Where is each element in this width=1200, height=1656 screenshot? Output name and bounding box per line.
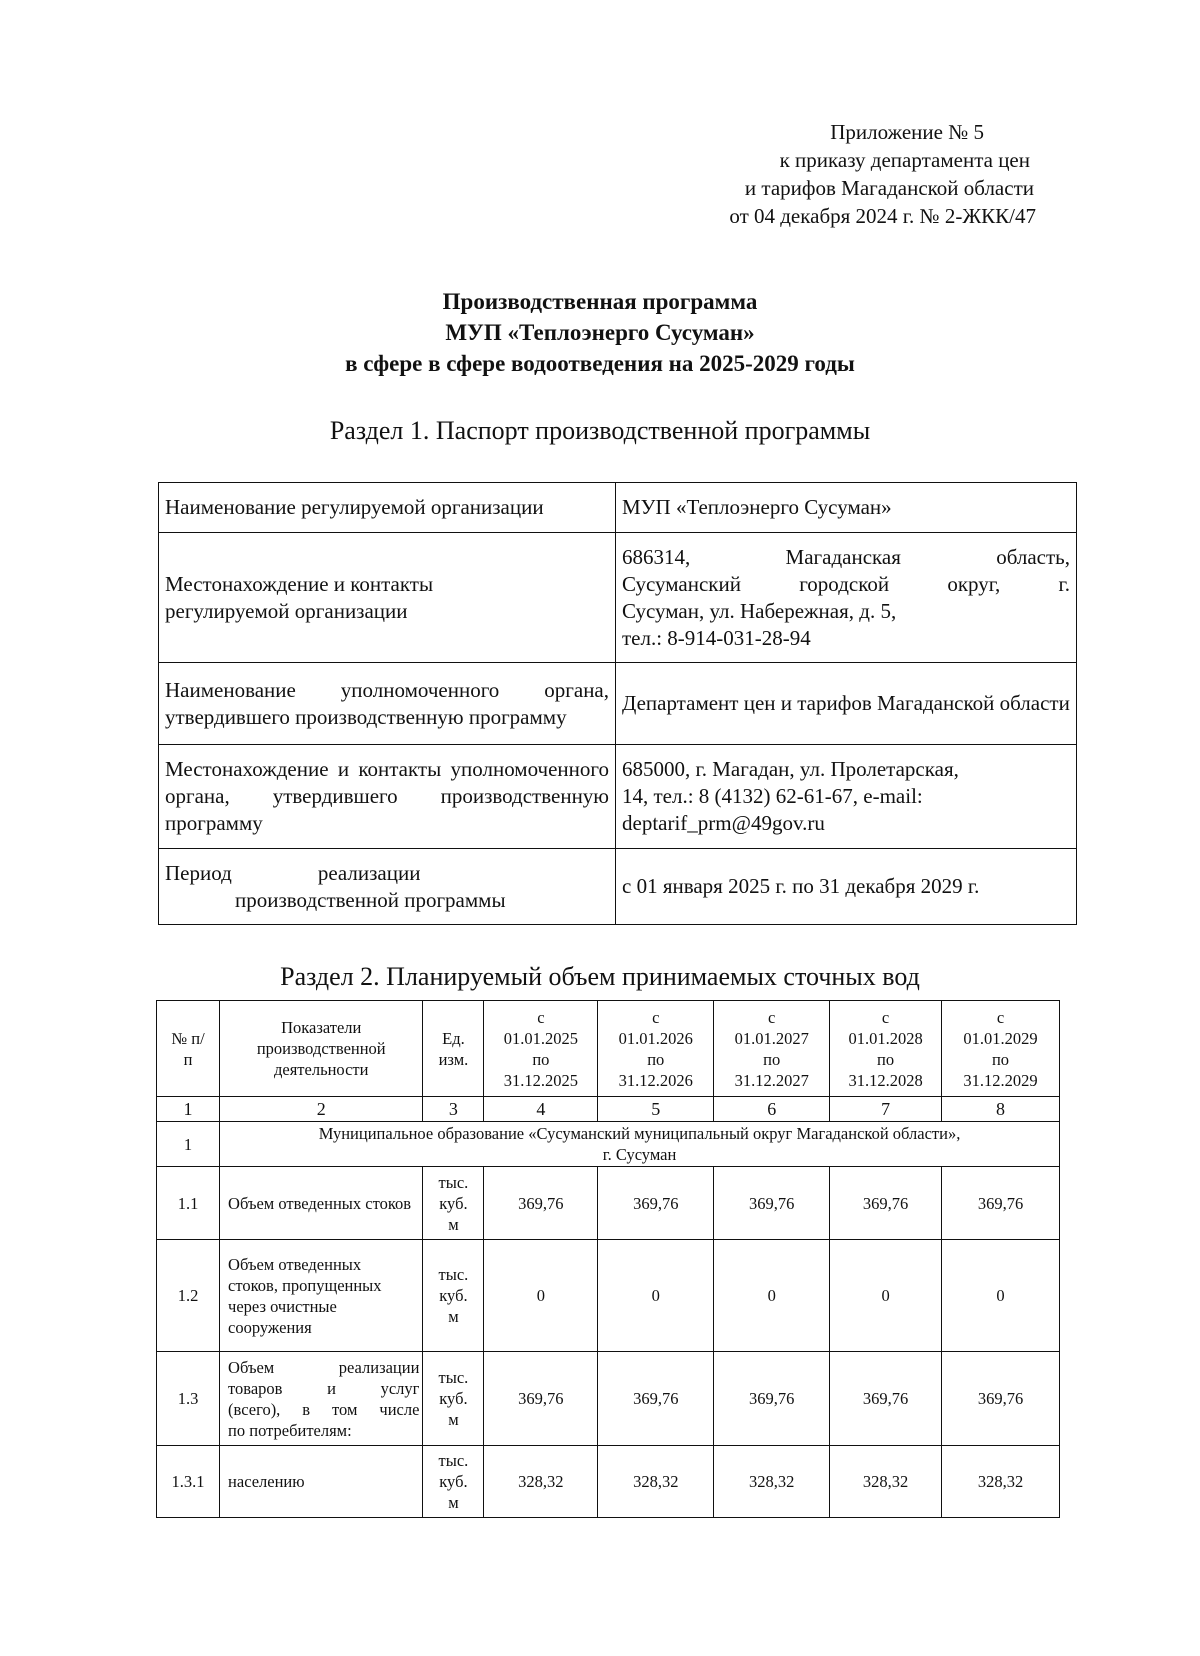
period-to: по bbox=[647, 1049, 665, 1069]
table-header-row bbox=[157, 1001, 1060, 1097]
period-date-to: 31.12.2025 bbox=[503, 1070, 578, 1090]
period-date-from: 01.01.2027 bbox=[734, 1028, 809, 1048]
col-number: 8 bbox=[942, 1097, 1060, 1122]
row-value: 328,32 bbox=[598, 1446, 714, 1518]
period-date-from: 01.01.2025 bbox=[503, 1028, 578, 1048]
appendix-number: Приложение № 5 bbox=[830, 120, 984, 144]
row-no: 1.1 bbox=[157, 1167, 220, 1240]
text-word: Объем bbox=[228, 1357, 275, 1377]
indicator-line bbox=[228, 1399, 419, 1420]
text-word: городской bbox=[799, 571, 890, 596]
passport-table bbox=[158, 482, 1077, 925]
table-row bbox=[157, 1352, 1060, 1446]
row-value: 369,76 bbox=[942, 1167, 1060, 1240]
org-phone: тел.: 8-914-031-28-94 bbox=[622, 625, 811, 650]
section1-heading: Раздел 1. Паспорт производственной программы bbox=[329, 416, 871, 445]
unit-line: тыс. bbox=[438, 1368, 469, 1387]
row-indicator: Объем отведенных стоков, пропущенных через очистные сооружения bbox=[220, 1240, 423, 1352]
period-date-from: 01.01.2029 bbox=[963, 1028, 1038, 1048]
group-no: 1 bbox=[157, 1122, 220, 1167]
row-indicator: населению bbox=[220, 1446, 423, 1518]
header-period-2029 bbox=[942, 1001, 1060, 1097]
authority-contacts-line: 14, тел.: 8 (4132) 62-61-67, e-mail: bbox=[622, 784, 923, 808]
col-number: 7 bbox=[830, 1097, 942, 1122]
group-row bbox=[157, 1122, 1060, 1167]
unit-line: куб. bbox=[439, 1389, 468, 1408]
col-number: 3 bbox=[423, 1097, 484, 1122]
title-line-3: в сфере в сфере водоотведения на 2025-2029 годы bbox=[345, 351, 855, 376]
row-value: 0 bbox=[598, 1240, 714, 1352]
authority-name-label: Наименование уполномоченного органа, утвердившего производственную программу bbox=[159, 663, 616, 745]
col-number: 4 bbox=[484, 1097, 598, 1122]
row-no: 1.3.1 bbox=[157, 1446, 220, 1518]
row-value: 0 bbox=[484, 1240, 598, 1352]
unit-line: куб. bbox=[439, 1193, 468, 1213]
row-value: 0 bbox=[942, 1240, 1060, 1352]
table-row bbox=[159, 849, 1077, 925]
text-word: г. bbox=[1058, 571, 1070, 596]
row-value: 369,76 bbox=[714, 1352, 830, 1446]
authority-location-value bbox=[616, 745, 1077, 849]
volumes-table bbox=[156, 1000, 1060, 1518]
text-word: (всего), bbox=[228, 1399, 281, 1419]
text-word: реализации bbox=[317, 860, 421, 885]
period-to: по bbox=[877, 1049, 895, 1069]
org-location-value-line: Сусуман, ул. Набережная, д. 5, bbox=[622, 598, 897, 623]
org-location-value bbox=[616, 533, 1077, 663]
row-value: 0 bbox=[714, 1240, 830, 1352]
row-unit bbox=[423, 1240, 484, 1352]
unit-line: м bbox=[448, 1214, 459, 1234]
row-value: 369,76 bbox=[598, 1167, 714, 1240]
header-indicator: Показатели производственной деятельности bbox=[220, 1001, 423, 1097]
row-no: 1.3 bbox=[157, 1352, 220, 1446]
period-to: по bbox=[763, 1049, 781, 1069]
period-date-to: 31.12.2028 bbox=[848, 1070, 923, 1090]
group-name bbox=[220, 1122, 1060, 1167]
row-value: 369,76 bbox=[484, 1167, 598, 1240]
authority-email: deptarif_prm@49gov.ru bbox=[622, 811, 825, 835]
row-value: 0 bbox=[830, 1240, 942, 1352]
table-row bbox=[157, 1240, 1060, 1352]
table-row bbox=[159, 745, 1077, 849]
row-no: 1.2 bbox=[157, 1240, 220, 1352]
table-row bbox=[159, 533, 1077, 663]
row-value: 328,32 bbox=[484, 1446, 598, 1518]
header-period-2025 bbox=[484, 1001, 598, 1097]
text-word: в bbox=[302, 1399, 311, 1419]
group-name-line: Муниципальное образование «Сусуманский муниципальный округ Магаданской области», bbox=[318, 1124, 961, 1143]
row-value: 369,76 bbox=[484, 1352, 598, 1446]
row-indicator bbox=[220, 1352, 423, 1446]
unit-line: куб. bbox=[439, 1286, 468, 1305]
row-unit bbox=[423, 1352, 484, 1446]
title-line-1: Производственная программа bbox=[442, 289, 758, 314]
row-value: 369,76 bbox=[942, 1352, 1060, 1446]
period-from: с bbox=[996, 1007, 1005, 1027]
header-unit: Ед. изм. bbox=[423, 1001, 484, 1097]
unit-line: м bbox=[448, 1410, 459, 1429]
period-label bbox=[159, 849, 616, 925]
org-location-label bbox=[159, 533, 616, 663]
row-value: 369,76 bbox=[830, 1167, 942, 1240]
row-unit bbox=[423, 1167, 484, 1240]
unit-line: м bbox=[448, 1307, 459, 1326]
period-from: с bbox=[881, 1007, 890, 1027]
table-row bbox=[157, 1167, 1060, 1240]
period-value: с 01 января 2025 г. по 31 декабря 2029 г. bbox=[616, 849, 1077, 925]
table-row bbox=[159, 483, 1077, 533]
indicator-line bbox=[228, 1357, 419, 1378]
text-word: реализации bbox=[338, 1357, 420, 1377]
unit-line: тыс. bbox=[438, 1172, 469, 1192]
unit-line: м bbox=[448, 1493, 459, 1512]
period-date-from: 01.01.2028 bbox=[848, 1028, 923, 1048]
period-label-line bbox=[165, 860, 609, 887]
text-word: и bbox=[327, 1378, 336, 1398]
period-date-from: 01.01.2026 bbox=[618, 1028, 693, 1048]
period-from: с bbox=[652, 1007, 660, 1027]
row-value: 369,76 bbox=[830, 1352, 942, 1446]
text-word: 686314, bbox=[622, 544, 691, 569]
header-no: № п/п bbox=[157, 1001, 220, 1097]
indicator-line bbox=[228, 1378, 419, 1399]
period-label-line: производственной программы bbox=[235, 887, 506, 912]
appendix-order-line: к приказу департамента цен bbox=[779, 148, 1030, 172]
appendix-date-line: от 04 декабря 2024 г. № 2-ЖКК/47 bbox=[729, 204, 1036, 228]
period-date-to: 31.12.2027 bbox=[734, 1070, 809, 1090]
table-row bbox=[157, 1446, 1060, 1518]
title-line-2: МУП «Теплоэнерго Сусуман» bbox=[445, 320, 755, 345]
authority-name-value: Департамент цен и тарифов Магаданской области bbox=[616, 663, 1077, 745]
org-location-value-line bbox=[622, 544, 1070, 571]
table-row bbox=[159, 663, 1077, 745]
header-period-2026 bbox=[598, 1001, 714, 1097]
text-word: числе bbox=[379, 1399, 420, 1419]
text-word: услуг bbox=[380, 1378, 420, 1398]
text-word: область, bbox=[996, 544, 1070, 569]
org-name-value: МУП «Теплоэнерго Сусуман» bbox=[616, 483, 1077, 533]
row-value: 369,76 bbox=[598, 1352, 714, 1446]
group-name-line: г. Сусуман bbox=[602, 1145, 677, 1164]
org-name-label: Наименование регулируемой организации bbox=[159, 483, 616, 533]
period-date-to: 31.12.2029 bbox=[963, 1070, 1038, 1090]
org-location-label-line: Местонахождение и контакты bbox=[165, 571, 434, 596]
period-to: по bbox=[991, 1049, 1010, 1069]
header-period-2028 bbox=[830, 1001, 942, 1097]
period-date-to: 31.12.2026 bbox=[618, 1070, 693, 1090]
org-location-label-line: регулируемой организации bbox=[165, 598, 408, 623]
org-location-value-line bbox=[622, 571, 1070, 598]
text-word: Сусуманский bbox=[622, 571, 741, 596]
period-from: с bbox=[537, 1007, 545, 1027]
indicator-line: по потребителям: bbox=[228, 1420, 352, 1440]
row-value: 328,32 bbox=[714, 1446, 830, 1518]
row-value: 369,76 bbox=[714, 1167, 830, 1240]
row-value: 328,32 bbox=[942, 1446, 1060, 1518]
col-number: 1 bbox=[157, 1097, 220, 1122]
row-indicator: Объем отведенных стоков bbox=[220, 1167, 423, 1240]
unit-line: тыс. bbox=[438, 1451, 469, 1470]
unit-line: куб. bbox=[439, 1472, 468, 1491]
unit-line: тыс. bbox=[438, 1265, 469, 1284]
header-period-2027 bbox=[714, 1001, 830, 1097]
text-word: товаров bbox=[228, 1378, 283, 1398]
text-word: Период bbox=[165, 860, 232, 885]
authority-address-line: 685000, г. Магадан, ул. Пролетарская, bbox=[622, 757, 959, 781]
row-value: 328,32 bbox=[830, 1446, 942, 1518]
col-number: 6 bbox=[714, 1097, 830, 1122]
text-word: округ, bbox=[947, 571, 1001, 596]
period-from: с bbox=[768, 1007, 776, 1027]
period-to: по bbox=[532, 1049, 550, 1069]
section2-heading: Раздел 2. Планируемый объем принимаемых сточных вод bbox=[280, 962, 920, 991]
authority-location-label: Местонахождение и контакты уполномоченного органа, утвердившего производственную программу bbox=[159, 745, 616, 849]
col-number: 2 bbox=[220, 1097, 423, 1122]
document-title bbox=[0, 286, 1200, 379]
col-number: 5 bbox=[598, 1097, 714, 1122]
appendix-reference bbox=[640, 118, 1080, 230]
text-word: Магаданская bbox=[785, 544, 901, 569]
appendix-department-line: и тарифов Магаданской области bbox=[744, 176, 1034, 200]
text-word: том bbox=[332, 1399, 358, 1419]
column-number-row bbox=[157, 1097, 1060, 1122]
row-unit bbox=[423, 1446, 484, 1518]
